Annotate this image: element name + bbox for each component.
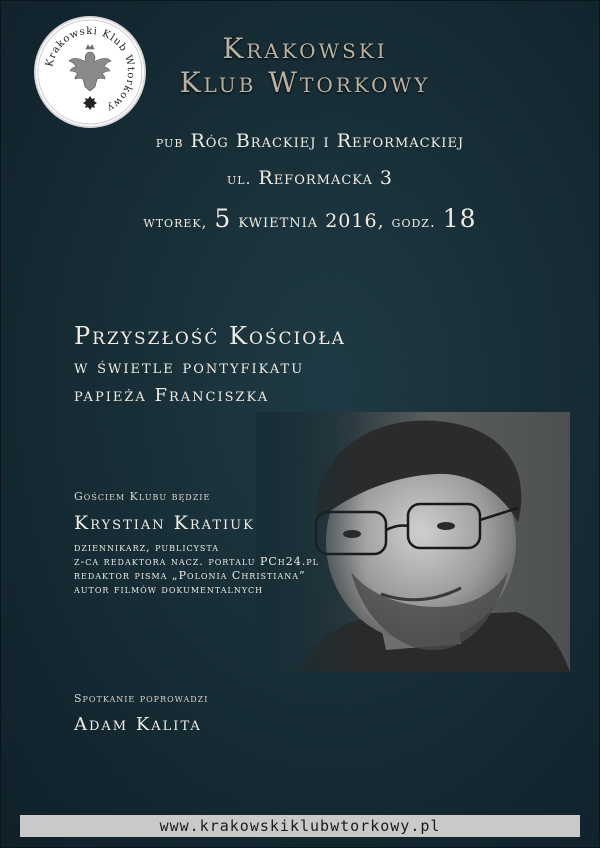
event-day-number: 5 [214,204,232,233]
pub-name: Róg Brackiej i Reformackiej [190,130,465,152]
event-time-prefix: godz. [391,213,436,231]
topic-title: Przyszłość Kościoła [74,322,346,350]
topic-subtitle-line2: papieża Franciszka [74,385,270,406]
host-label: Spotkanie poprowadzi [74,692,209,705]
pub-prefix: pub [155,133,184,151]
club-logo [36,18,144,126]
event-date [80,204,540,233]
host-name: Adam Kalita [74,714,202,735]
guest-label: Gościem Klubu będzie [74,490,211,503]
guest-role: dziennikarz, publicysta [74,541,220,554]
street-prefix: ul. [227,170,252,188]
guest-roles [74,541,319,597]
event-day: wtorek, [143,213,208,231]
event-hour: 18 [442,204,477,233]
guest-role: autor filmów dokumentalnych [74,583,264,596]
guest-name: Krystian Kratiuk [74,512,255,534]
club-title-line1: Krakowski [222,32,388,65]
cross-icon [83,96,97,110]
club-title [150,32,460,100]
topic-subtitle-line1: w świetle pontyfikatu [74,357,305,378]
guest-role: redaktor pisma „Polonia Christiana” [74,569,306,582]
guest-role: z-ca redaktora nacz. portalu PCh24.pl [74,555,319,568]
website-url[interactable]: www.krakowskiklubwtorkowy.pl [20,815,580,837]
event-month-year: kwietnia 2016, [238,210,385,232]
street-name: Reformacka 3 [258,167,393,189]
club-title-line2: Klub Wtorkowy [179,66,431,99]
logo-ring-text: Krakowski Klub Wtorkowy [44,25,137,114]
venue-address [80,167,540,189]
venue-pub [80,130,540,152]
